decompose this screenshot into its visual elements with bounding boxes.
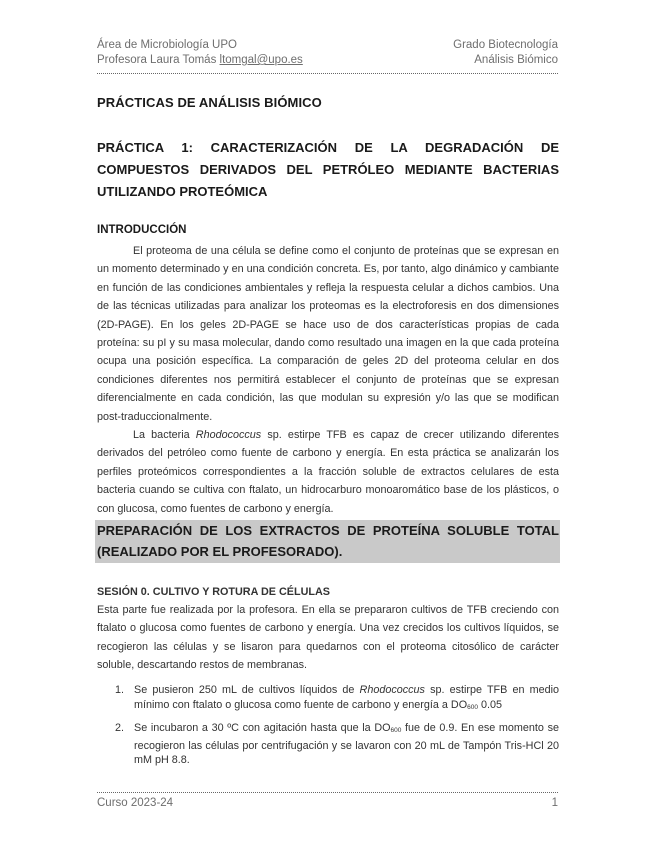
document-title: PRÁCTICAS DE ANÁLISIS BIÓMICO bbox=[97, 95, 322, 110]
session-paragraph: Esta parte fue realizada por la profesora. En ella se prepararon cultivos de TFB creciendo con ftalato o glucosa como fuentes de carbono y energía. Una vez crecidos los cultivos líquidos, se recogieron las células y se lisaron para quedarnos con el proteoma citosólico de carácter soluble, descartando restos de membranas. bbox=[97, 604, 559, 672]
list-item: 1. Se pusieron 250 mL de cultivos líquidos de Rhodococcus sp. estirpe TFB en medio mínimo con ftalato o glucosa como fuente de carbono y energía a $DO_{600}$ 0.05 bbox=[115, 684, 560, 711]
intro-paragraph-2: La bacteria Rhodococcus sp. estirpe TFB es capaz de crecer utilizando diferentes derivados del petróleo como fuente de carbono y energía. En esta práctica se analizarán los perfiles proteómicos correspondientes a la fracción soluble de extractos celulares de esta bacteria cuando se cultiva con ftalato, un hidrocarburo monoaromático base de los plásticos, o con glucosa, como fuentes de carbono y energía. bbox=[97, 429, 559, 515]
header-department: Área de Microbiología UPO bbox=[97, 39, 237, 51]
intro-heading: INTRODUCCIÓN bbox=[97, 224, 187, 236]
footer-divider bbox=[97, 792, 558, 793]
header-left bbox=[97, 38, 303, 68]
procedure-list bbox=[115, 683, 559, 774]
page-number: 1 bbox=[551, 797, 558, 809]
list-item-number: 1. bbox=[115, 684, 125, 696]
section-banner-title: PREPARACIÓN DE LOS EXTRACTOS DE PROTEÍNA SOLUBLE TOTAL (REALIZADO POR EL PROFESORADO). bbox=[97, 523, 559, 559]
intro-body bbox=[97, 242, 559, 518]
header-divider bbox=[97, 73, 558, 74]
header-professor: Profesora Laura Tomás ltomgal@upo.es bbox=[97, 54, 303, 66]
practice-title: PRÁCTICA 1: CARACTERIZACIÓN DE LA DEGRADACIÓN DE COMPUESTOS DERIVADOS DEL PETRÓLEO MEDIANTE BACTERIAS UTILIZANDO PROTEÓMICA bbox=[97, 140, 559, 199]
footer-course: Curso 2023-24 bbox=[97, 797, 174, 809]
header-right bbox=[453, 38, 558, 68]
header-subject: Análisis Biómico bbox=[474, 54, 558, 66]
session-heading: SESIÓN 0. CULTIVO Y ROTURA DE CÉLULAS bbox=[97, 586, 330, 598]
header-degree: Grado Biotecnología bbox=[453, 39, 558, 51]
email-link[interactable]: ltomgal@upo.es bbox=[219, 54, 303, 66]
session-body bbox=[97, 601, 559, 675]
list-item: 2. Se incubaron a 30 ºC con agitación hasta que la $DO_{600}$ fue de 0.9. En ese momento se recogieron las células por centrifugación y se lavaron con 20 mL de Tampón Tris-HCl 20 mM pH 8.8. bbox=[115, 722, 559, 766]
intro-paragraph-1: El proteoma de una célula se define como el conjunto de proteínas que se expresan en un momento determinado y en una condición concreta. Es, por tanto, algo dinámico y cambiante en función de las condiciones ambientales y refleja la respuesta celular a dichos cambios. Una de las técnicas utilizadas para analizar los proteomas es la electroforesis en dos dimensiones (2D-PAGE). En los geles 2D-PAGE se hace uso de dos características propias de cada proteína: su pI y su masa molecular, dando como resultado una imagen en la que cada proteína ocupa una posición específica. La comparación de geles 2D del proteoma celular en dos condiciones diferentes nos permitirá establecer el conjunto de proteínas que se expresan diferencialmente en cada condición, las que modulan su expresión y/o las que se modifican post-traduccionalmente. bbox=[97, 245, 559, 423]
list-item-number: 2. bbox=[115, 722, 125, 734]
